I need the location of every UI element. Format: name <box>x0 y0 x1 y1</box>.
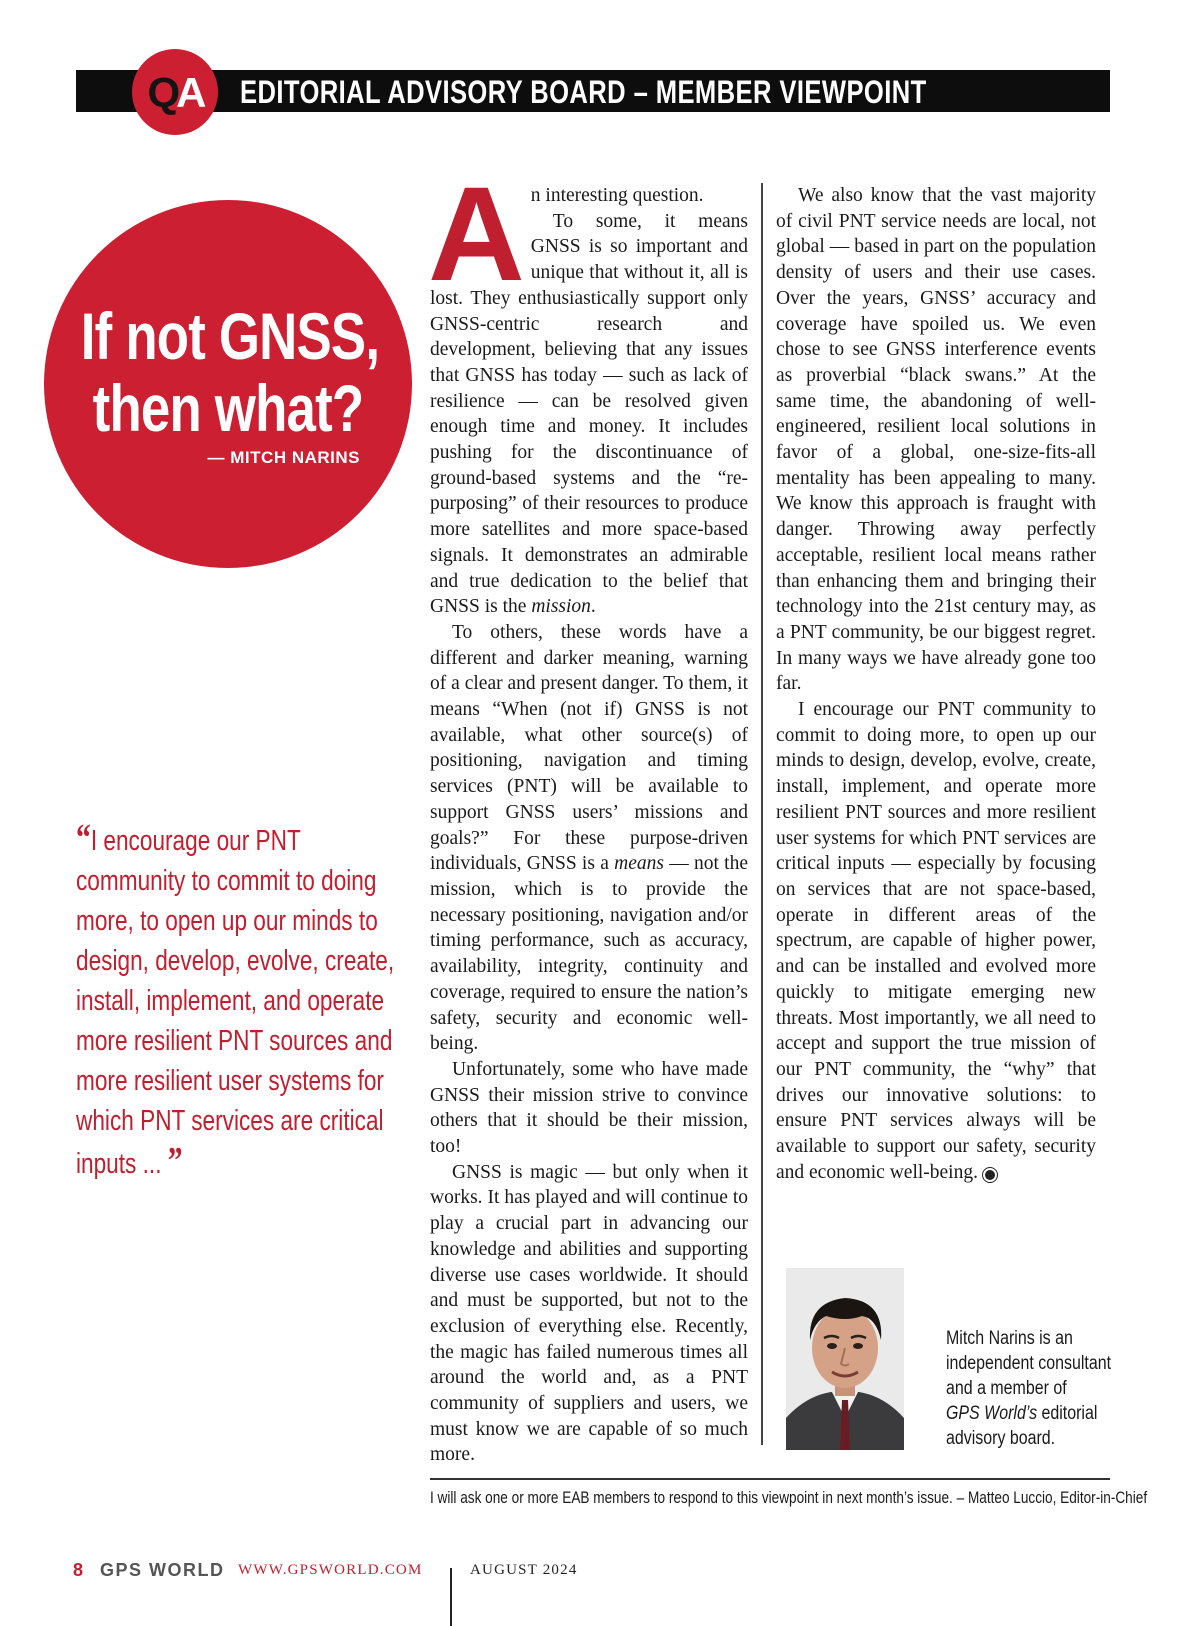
close-quote-mark: ” <box>167 1140 183 1182</box>
article-paragraph: Unfortunately, some who have made GNSS their mission strive to convince others that it should be their mission, too! <box>430 1058 748 1158</box>
editor-footnote: I will ask one or more EAB members to respond to this viewpoint in next month’s issue. – Matteo Luccio, Editor-in-Chief <box>430 1488 1148 1507</box>
open-quote-mark: “ <box>76 817 91 859</box>
pull-quote-line: more resilient user systems for <box>76 1065 384 1097</box>
publication-name: GPS WORLD <box>100 1560 225 1580</box>
column-divider <box>761 183 763 1445</box>
author-portrait-svg <box>786 1268 904 1450</box>
pull-quote-line: community to commit to doing <box>76 865 377 897</box>
globe-end-icon <box>982 1167 998 1183</box>
article-paragraph: I encourage our PNT community to commit to doing more, to open up our minds to design, develop, evolve, create, install, implement, and operate more resilient PNT sources and more resilient user systems for which PNT services are critical inputs — especially by focusing on services that are not space-based, operate in different areas of the spectrum, are capable of higher power, and can be installed and evolved more quickly to mitigate emerging new threats. Most importantly, we all need to accept and support the true mission of our PNT community, the “why” that drives our innovative solutions: to ensure PNT services always will be available to support our safety, security and economic well-being. <box>776 699 1096 1183</box>
drop-cap: A <box>428 160 525 309</box>
pull-quote-line: “I encourage our PNT <box>76 817 301 859</box>
pull-quote-line: more, to open up our minds to <box>76 905 378 937</box>
author-byline: — MITCH NARINS <box>207 448 360 467</box>
author-bio: Mitch Narins is an independent consultant and a member of GPS World’s editorial advisory board. <box>946 1328 1112 1449</box>
pull-quote-line: more resilient PNT sources and <box>76 1025 393 1057</box>
article-paragraph: To some, it means GNSS is so important and unique that without it, all is lost. They enthusiastically support only GNSS-centric research and development, believing that any issues that GNSS has today — such as lack of resilience — can be resolved given enough time and money. It includes pushing for the discontinuance of ground-based systems and the “re-purposing” of their resources to produce more satellites and more space-based signals. It demonstrates an admirable and true dedication to the belief that GNSS is the mission. <box>430 210 748 618</box>
title-circle <box>44 200 412 568</box>
pull-quote-line: inputs ... ” <box>76 1140 183 1182</box>
issue-date: AUGUST 2024 <box>470 1562 578 1578</box>
page-number: 8 <box>73 1560 84 1580</box>
article-column-1 <box>428 160 748 1468</box>
qa-logo-text: QA <box>147 69 203 116</box>
section-title: EDITORIAL ADVISORY BOARD – MEMBER VIEWPOINT <box>240 74 927 110</box>
article-paragraph: GNSS is magic — but only when it works. It has played and will continue to play a crucial part in advancing our knowledge and abilities and supporting diverse use cases worldwide. It should and must be supported, but not to the exclusion of everything else. Recently, the magic has failed numerous times all around the world and, as a PNT community of suppliers and users, we must know we are capable of so much more. <box>430 1161 748 1466</box>
pull-quote-line: install, implement, and operate <box>76 985 385 1017</box>
pull-quote <box>76 817 395 1184</box>
footnote-rule <box>430 1478 1110 1480</box>
article-paragraph: To others, these words have a different and darker meaning, warning of a clear and present danger. To them, it means “When (not if) GNSS is not available, what other source(s) of positioning, navigation and timing services (PNT) will be available to support GNSS users’ missions and goals?” For these purpose-driven individuals, GNSS is a means — not the mission, which is to provide the necessary positioning, navigation and/or timing performance, such as accuracy, availability, integrity, continuity and coverage, required to ensure the nation’s safety, security and economic well-being. <box>430 621 748 1055</box>
footer-divider <box>450 1568 452 1626</box>
headline-line-1: If not GNSS, <box>80 299 380 373</box>
article-column-2 <box>776 183 1096 1185</box>
author-photo <box>786 1268 904 1450</box>
article-paragraph: An interesting question. <box>428 160 704 309</box>
pull-quote-line: design, develop, evolve, create, <box>76 945 395 977</box>
pull-quote-line: which PNT services are critical <box>76 1105 384 1137</box>
page-footer <box>0 1560 1200 1600</box>
headline-line-2: then what? <box>92 371 364 445</box>
publication-url[interactable]: WWW.GPSWORLD.COM <box>238 1562 423 1578</box>
qa-logo <box>132 49 218 135</box>
article-paragraph: We also know that the vast majority of civil PNT service needs are local, not global — based in part on the population density of users and their use cases. Over the years, GNSS’ accuracy and coverage have spoiled us. We even chose to see GNSS interference events as proverbial “black swans.” At the same time, the abandoning of well-engineered, resilient local solutions in favor of a global, one-size-fits-all mentality has been appealing to many. We know this approach is fraught with danger. Throwing away perfectly acceptable, resilient local means rather than enhancing them and bringing their technology into the 21st century may, as a PNT community, be our biggest regret. In many ways we have already gone too far. <box>776 185 1096 695</box>
